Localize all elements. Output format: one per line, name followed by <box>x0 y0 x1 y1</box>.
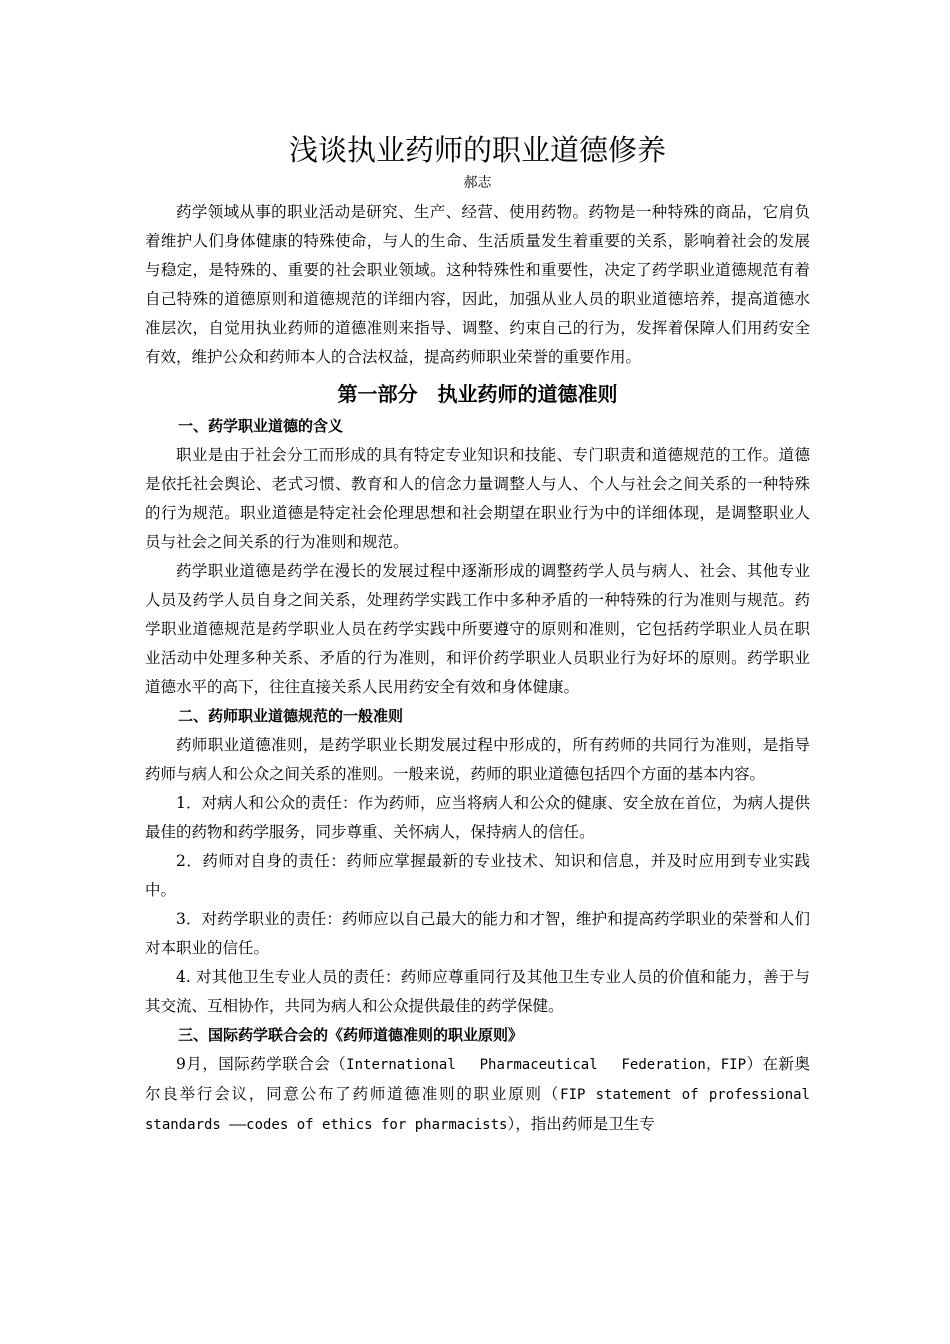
section-3-paragraph-1 <box>145 1050 810 1140</box>
section-1-paragraph-2: 药学职业道德是药学在漫长的发展过程中逐渐形成的调整药学人员与病人、社会、其他专业人员及药学人员自身之间关系，处理药学实践工作中多种矛盾的一种特殊的行为准则与规范。药学职业道德规范是药学职业人员在药学实践中所要遵守的原则和准则，它包括药学职业人员在职业活动中处理多种关系、矛盾的行为准则，和评价药学职业人员职业行为好坏的原则。药学职业道德水平的高下，往往直接关系人民用药安全有效和身体健康。 <box>145 562 810 696</box>
part-heading: 第一部分 执业药师的道德准则 <box>337 382 618 406</box>
document-body <box>145 128 810 1140</box>
english-text: FIP statement of professional standards ——codes of ethics for pharmacists <box>145 1087 810 1133</box>
list-item: 3．对药学职业的责任：药师应以自己最大的能力和才智，维护和提高药学职业的荣誉和人们对本职业的信任。 <box>145 910 810 957</box>
section-heading-3: 三、国际药学联合会的《药师道德准则的职业原则》 <box>178 1026 524 1044</box>
list-item: 2．药师对自身的责任：药师应掌握最新的专业技术、知识和信息，并及时应用到专业实践中。 <box>145 852 810 899</box>
section-1-paragraph-1: 职业是由于社会分工而形成的具有特定专业知识和技能、专门职责和道德规范的工作。道德是依托社会舆论、老式习惯、教育和人的信念力量调整人与人、个人与社会之间关系的一种特殊的行为规范。职业道德是特定社会伦理思想和社会期望在职业行为中的详细体现，是调整职业人员与社会之间关系的行为准则和规范。 <box>145 446 810 551</box>
section-heading-1: 一、药学职业道德的含义 <box>178 417 344 435</box>
author-name: 郝志 <box>463 175 492 191</box>
list-item: 4. 对其他卫生专业人员的责任：药师应尊重同行及其他卫生专业人员的价值和能力，善于与其交流、互相协作，共同为病人和公众提供最佳的药学保健。 <box>145 968 810 1015</box>
text-segment: ），指出药师是卫生专 <box>507 1115 655 1133</box>
list-item: 1．对病人和公众的责任：作为药师，应当将病人和公众的健康、安全放在首位，为病人提供最佳的药物和药学服务，同步尊重、关怀病人，保持病人的信任。 <box>145 794 810 841</box>
document-title: 浅谈执业药师的职业道德修养 <box>288 133 666 167</box>
text-segment: ）在新奥尔良举行会议，同意公布了药师道德准则的职业原则（ <box>145 1055 810 1103</box>
intro-paragraph: 药学领域从事的职业活动是研究、生产、经营、使用药物。药物是一种特殊的商品，它肩负着维护人们身体健康的特殊使命，与人的生命、生活质量发生着重要的关系，影响着社会的发展与稳定，是特殊的、重要的社会职业领域。这种特殊性和重要性，决定了药学职业道德规范有着自己特殊的道德原则和道德规范的详细内容，因此，加强从业人员的职业道德培养，提高道德水准层次，自觉用执业药师的道德准则来指导、调整、约束自己的行为，发挥着保障人们用药安全有效，维护公众和药师本人的合法权益，提高药师职业荣誉的重要作用。 <box>145 203 810 366</box>
section-heading-2: 二、药师职业道德规范的一般准则 <box>178 707 404 725</box>
text-segment: 9月，国际药学联合会（ <box>176 1055 347 1073</box>
section-2-paragraph-1: 药师职业道德准则，是药学职业长期发展过程中形成的，所有药师的共同行为准则，是指导药师与病人和公众之间关系的准则。一般来说，药师的职业道德包括四个方面的基本内容。 <box>145 736 810 783</box>
english-text: International Pharmaceutical Federation，FIP <box>346 1057 747 1073</box>
